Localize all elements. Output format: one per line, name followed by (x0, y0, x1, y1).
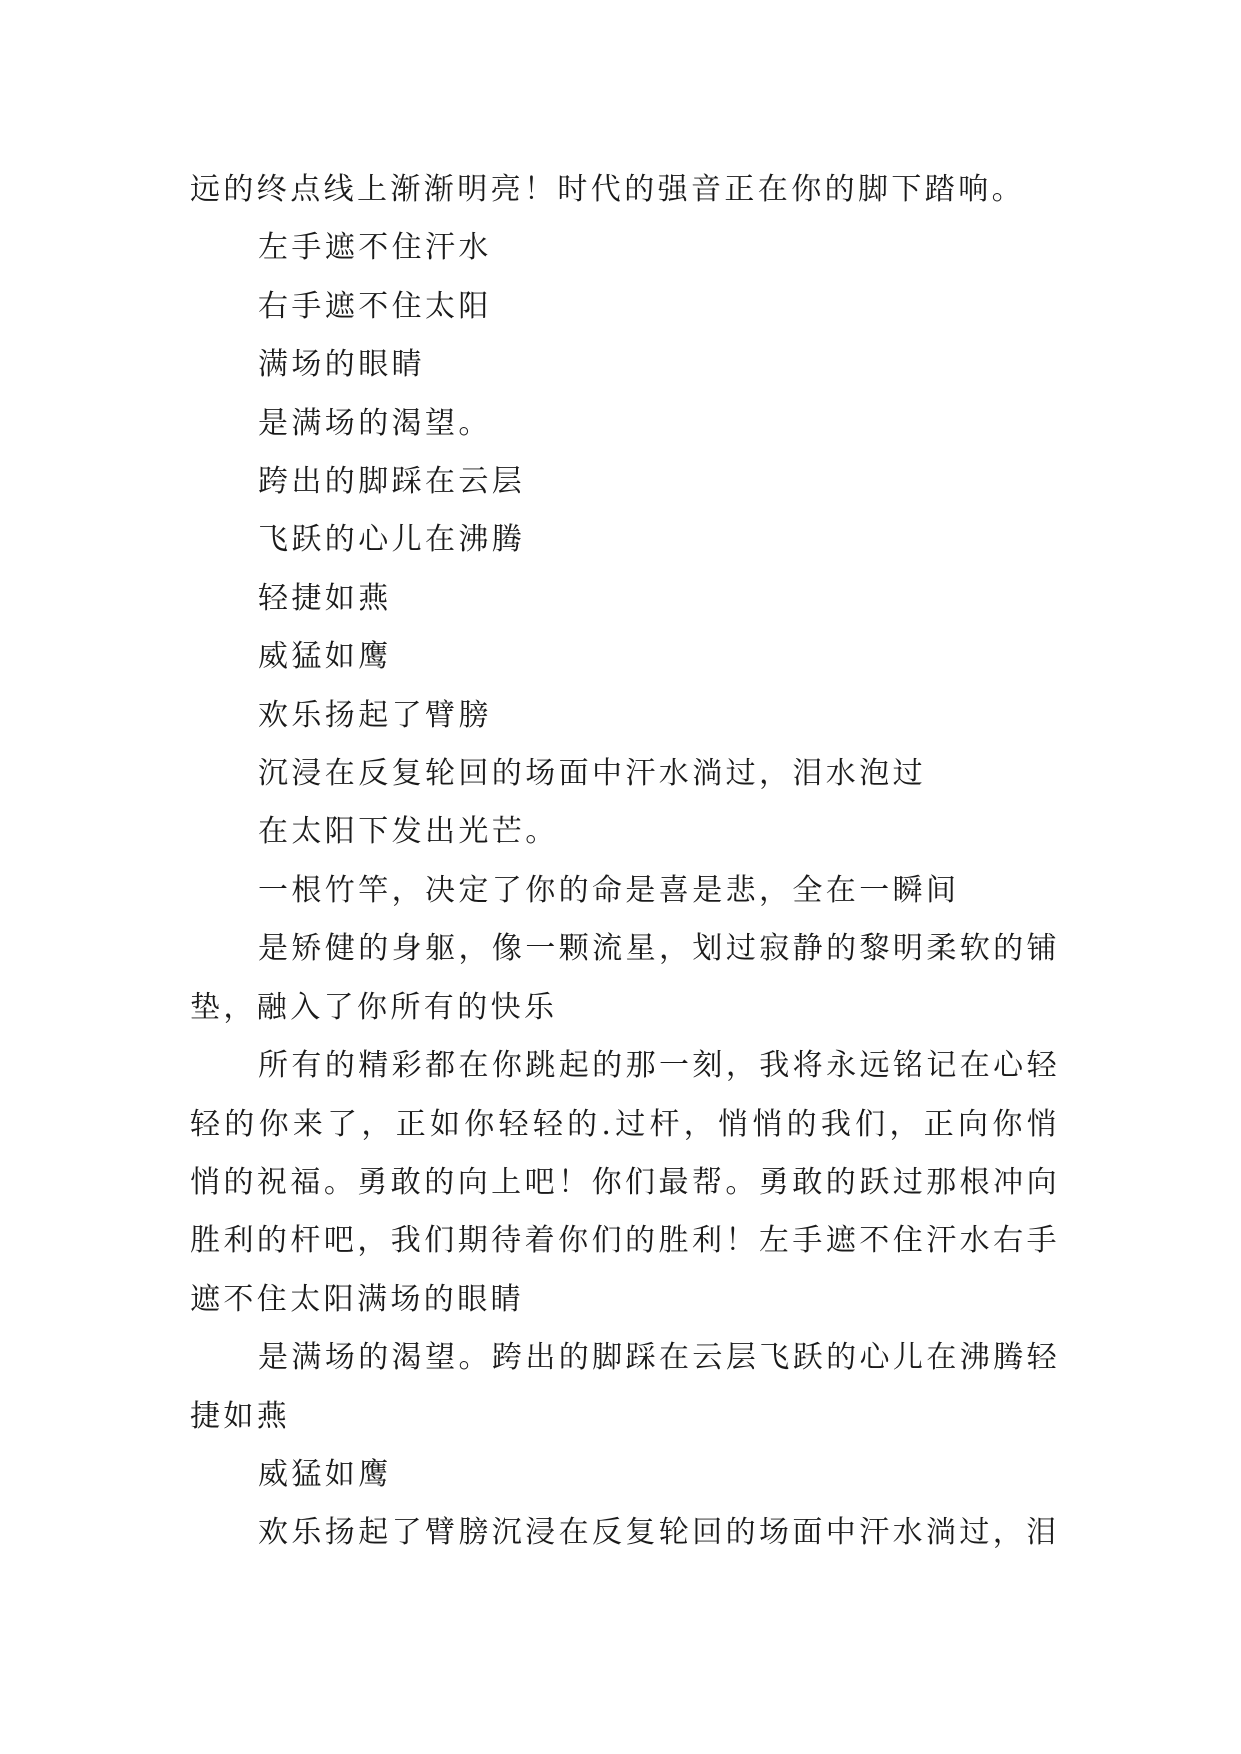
paragraph-17: 威猛如鹰 (258, 1456, 392, 1492)
document-body (190, 161, 1060, 1563)
paragraph-6: 跨出的脚踩在云层 (258, 464, 526, 500)
paragraph-3: 右手遮不住太阳 (258, 288, 492, 324)
paragraph-7: 飞跃的心儿在沸腾 (258, 522, 526, 558)
paragraph-13: 一根竹竿，决定了你的命是喜是悲，全在一瞬间 (258, 872, 960, 908)
paragraph-10: 欢乐扬起了臂膀 (258, 697, 492, 733)
paragraph-18: 欢乐扬起了臂膀沉浸在反复轮回的场面中汗水淌过，泪 (258, 1515, 1060, 1551)
paragraph-1: 远的终点线上渐渐明亮！时代的强音正在你的脚下踏响。 (190, 172, 1025, 207)
paragraph-16: 是满场的渴望。跨出的脚踩在云层飞跃的心儿在沸腾轻捷如燕 (190, 1340, 1060, 1434)
paragraph-5: 是满场的渴望。 (258, 405, 492, 441)
paragraph-4: 满场的眼睛 (258, 347, 425, 383)
paragraph-14: 是矫健的身躯，像一颗流星，划过寂静的黎明柔软的铺垫，融入了你所有的快乐 (190, 931, 1060, 1025)
paragraph-8: 轻捷如燕 (258, 580, 392, 616)
paragraph-15: 所有的精彩都在你跳起的那一刻，我将永远铭记在心轻轻的你来了，正如你轻轻的.过杆，悄悄的我们，正向你悄悄的祝福。勇敢的向上吧！你们最帮。勇敢的跃过那根冲向胜利的杆吧，我们期待着你们的胜利！左手遮不住汗水右手遮不住太阳满场的眼睛 (190, 1048, 1060, 1317)
paragraph-12: 在太阳下发出光芒。 (258, 814, 559, 850)
paragraph-9: 威猛如鹰 (258, 639, 392, 675)
paragraph-11: 沉浸在反复轮回的场面中汗水淌过，泪水泡过 (258, 756, 926, 792)
paragraph-2: 左手遮不住汗水 (258, 230, 492, 266)
